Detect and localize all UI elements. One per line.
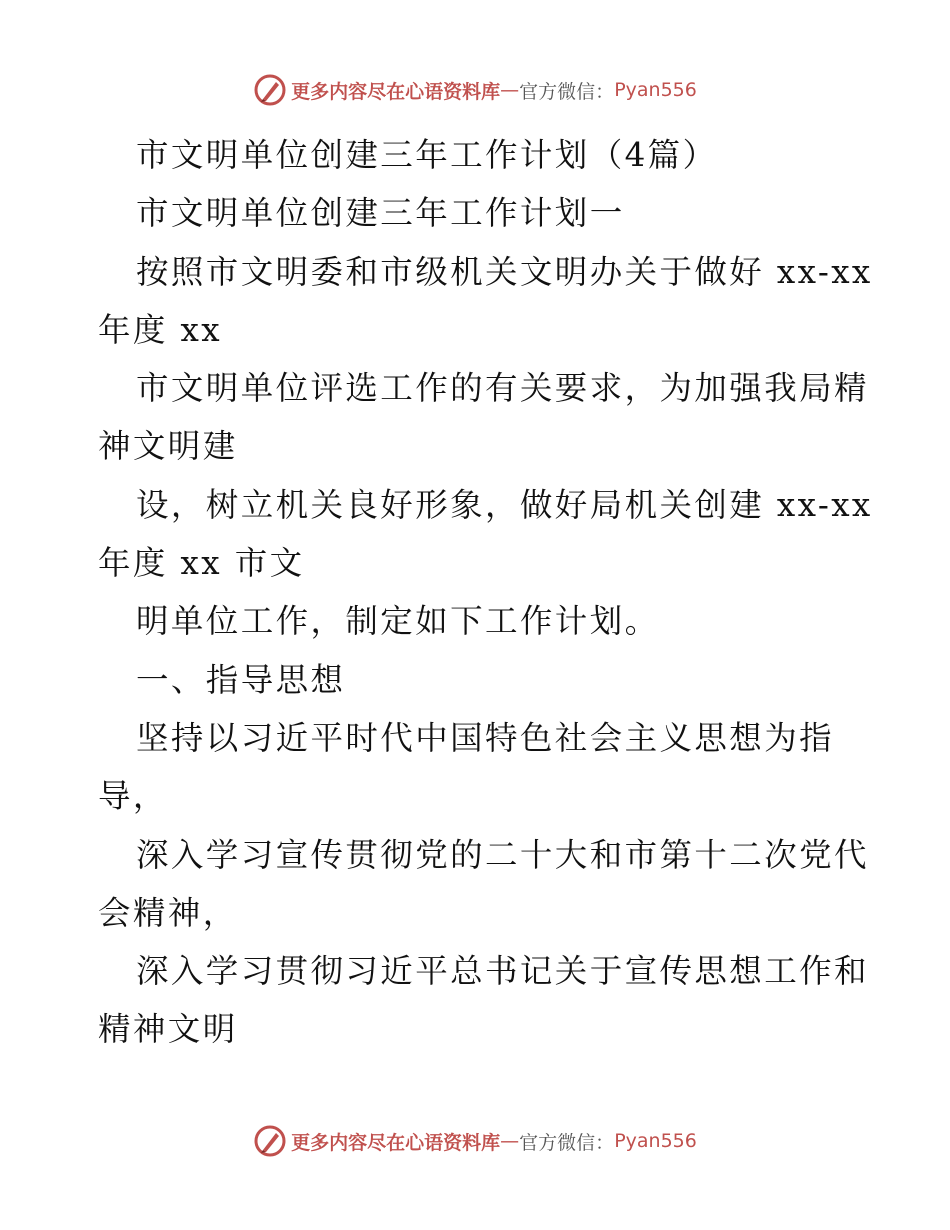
text-line: 一、指导思想 xyxy=(136,660,346,699)
text-line: 精神文明 xyxy=(98,1010,238,1049)
text-line: 按照市文明委和市级机关文明办关于做好 xx-xx xyxy=(136,252,873,291)
banner-separator: — xyxy=(500,79,520,101)
banner-wechat-label: 官方微信： xyxy=(519,80,615,103)
text-line: 导， xyxy=(98,777,168,816)
text-line: 市文明单位创建三年工作计划（4篇） xyxy=(136,136,718,174)
pen-logo-icon xyxy=(253,1124,287,1158)
text-line: 年度 xx xyxy=(98,310,222,349)
banner-separator: — xyxy=(500,1130,520,1152)
footer-banner xyxy=(0,1121,950,1161)
text-line: 市文明单位评选工作的有关要求，为加强我局精 xyxy=(136,369,869,408)
text-line: 设，树立机关良好形象，做好局机关创建 xx-xx xyxy=(136,485,873,524)
text-line: 神文明建 xyxy=(98,427,238,466)
text-line: 深入学习宣传贯彻党的二十大和市第十二次党代 xyxy=(136,835,869,874)
banner-wechat-label: 官方微信： xyxy=(519,1131,615,1154)
text-line: 深入学习贯彻习近平总书记关于宣传思想工作和 xyxy=(136,952,869,991)
header-banner xyxy=(0,70,950,110)
text-line: 明单位工作，制定如下工作计划。 xyxy=(136,602,660,641)
banner-wechat-id: Pyan556 xyxy=(614,79,697,101)
banner-title: 更多内容尽在心语资料库 xyxy=(291,80,501,103)
banner-title: 更多内容尽在心语资料库 xyxy=(291,1131,501,1154)
text-line: 年度 xx 市文 xyxy=(98,544,305,583)
document-body xyxy=(98,126,873,1059)
text-line: 市文明单位创建三年工作计划一 xyxy=(136,194,625,233)
text-line: 会精神， xyxy=(98,893,238,932)
text-line: 坚持以习近平时代中国特色社会主义思想为指 xyxy=(136,718,835,757)
pen-logo-icon xyxy=(253,73,287,107)
banner-wechat-id: Pyan556 xyxy=(614,1130,697,1152)
